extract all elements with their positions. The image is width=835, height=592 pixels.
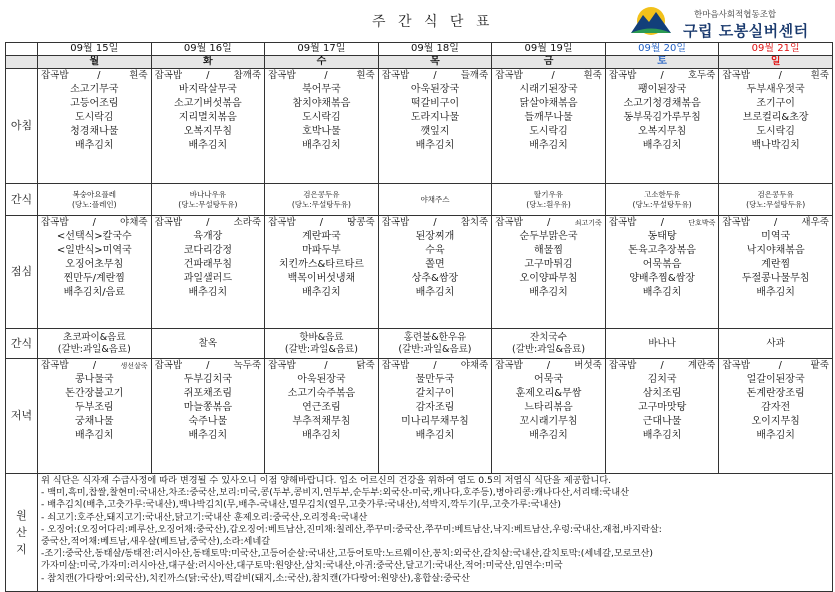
lunch-dish: 고구마튀김 [524, 259, 573, 270]
lunch-dish: 육개장 [193, 231, 223, 242]
dinner-slash: / [324, 360, 328, 371]
lunch-slash: / [92, 217, 96, 228]
breakfast-dish: 배추김치 [529, 140, 568, 151]
lunch-porridge: 참치죽 [460, 217, 489, 228]
snack_am-note: (당노:무설탕두유) [632, 199, 692, 209]
dinner-dish: 근대나물 [642, 416, 682, 427]
dinner-cell [151, 359, 265, 474]
breakfast-slash: / [324, 70, 328, 81]
breakfast-dish: 소고기무국 [70, 84, 119, 95]
breakfast-dish: 시래기된장국 [519, 84, 578, 95]
lunch-slash: / [774, 217, 778, 228]
breakfast-cell [38, 69, 152, 184]
dinner-cell [265, 359, 379, 474]
dinner-dish: 배추김치 [415, 430, 455, 441]
origin-note-line: 중국산,적어채:베트남,새우살(베트남,중국산),소라:세네갈 [41, 536, 271, 548]
breakfast-dish: 백나박김치 [751, 140, 800, 151]
breakfast-porridge: 흰죽 [129, 70, 148, 81]
dinner-dish: 얼갈이된장국 [746, 374, 805, 385]
lunch-rice: 잡곡밥 [495, 217, 523, 228]
dinner-porridge: 계란죽 [687, 360, 716, 371]
dinner-dish: 배추김치 [756, 430, 795, 441]
breakfast-porridge: 호두죽 [687, 70, 716, 81]
lunch-porridge: 새우죽 [801, 217, 829, 228]
dinner-cell [378, 359, 492, 474]
breakfast-dish: 도시락김 [302, 112, 341, 123]
dinner-dish: 고구마맛탕 [637, 402, 687, 413]
breakfast-dish: 청경채나물 [70, 126, 119, 137]
weekly-menu-table [5, 42, 833, 592]
dinner-dish: 어묵국 [534, 374, 564, 385]
lunch-dish: <선택식>칼국수 [56, 231, 132, 242]
dinner-cell [605, 359, 719, 474]
dinner-porridge: 녹두죽 [233, 360, 262, 371]
lunch-rice: 잡곡밥 [154, 217, 183, 228]
breakfast-rice: 잡곡밥 [41, 70, 69, 81]
date-mon: 09월 15일 [38, 43, 152, 56]
lunch-dish: 동태탕 [647, 231, 677, 242]
dinner-rice: 잡곡밥 [608, 360, 637, 371]
dinner-slash: / [206, 360, 210, 371]
dinner-headline [492, 359, 605, 373]
date-sat: 09월 20일 [605, 43, 719, 56]
breakfast-cell [378, 69, 492, 184]
lunch-dish: 건파래무침 [183, 259, 232, 270]
breakfast-dish: 소고기버섯볶음 [174, 98, 242, 109]
lunch-dish: 배추김치 [415, 287, 455, 298]
snack_pm-cell [719, 329, 833, 359]
dinner-dish: 김치국 [647, 374, 677, 385]
org-subtitle: 한마음사회적협동조합 [694, 10, 777, 20]
snack_pm-name: 잔치국수 [530, 331, 567, 343]
dinner-porridge: 닭죽 [356, 360, 375, 371]
lunch-slash: / [319, 217, 323, 228]
snack_pm-name: 홍련불&한우유 [403, 331, 467, 343]
dinner-dish: 소고기숙주볶음 [287, 388, 356, 399]
dinner-dish: 숙주나물 [188, 416, 228, 427]
lunch-headline [719, 216, 832, 230]
snack_pm-cell [151, 329, 265, 359]
dinner-headline [606, 359, 719, 373]
breakfast-dish: 배추김치 [642, 140, 682, 151]
lunch-dish: 배추김치 [642, 287, 682, 298]
mountain-logo-icon [627, 6, 675, 36]
lunch-dish: 코다리강정 [183, 245, 232, 256]
dinner-slash: / [546, 360, 551, 371]
dinner-porridge: 팥죽 [810, 360, 829, 371]
dinner-dish: 궁채나물 [74, 416, 114, 427]
lunch-cell [265, 216, 379, 329]
dinner-dish: 삼치조림 [642, 388, 682, 399]
dinner-dish: 쥐포채조림 [183, 388, 232, 399]
breakfast-dish: 조기구이 [756, 98, 795, 109]
snack_am-name: 복숭아요플레 [72, 189, 117, 199]
day-wed: 수 [265, 56, 379, 69]
snack_am-note: (당노:흰우유) [526, 199, 571, 209]
lunch-headline [152, 216, 265, 230]
snack_am-name: 검은콩두유 [757, 189, 794, 199]
date-wed: 09월 17일 [265, 43, 379, 56]
snack_pm-cell [492, 329, 606, 359]
dinner-dish: 아욱된장국 [297, 374, 346, 385]
breakfast-headline [152, 69, 265, 83]
dinner-dish: 부추적채무침 [292, 416, 351, 427]
breakfast-dish: 브로컬리&초장 [742, 112, 809, 123]
snack_am-name: 고소한두유 [643, 189, 681, 199]
snack_am-cell [38, 184, 152, 216]
breakfast-dish: 지리멸치볶음 [178, 112, 237, 123]
snack_am-cell [378, 184, 492, 216]
breakfast-dish: 도시락김 [756, 126, 795, 137]
org-name: 구립 도봉실버센터 [683, 22, 809, 40]
breakfast-dish: 호박나물 [302, 126, 341, 137]
day-sat: 토 [605, 56, 719, 69]
day-sun: 일 [719, 56, 833, 69]
dinner-slash: / [92, 360, 97, 371]
dinner-dish: 물만두국 [415, 374, 455, 385]
snack_am-name: 야채주스 [420, 194, 450, 204]
lunch-rice: 잡곡밥 [268, 217, 296, 228]
lunch-slash: / [206, 217, 210, 228]
lunch-porridge: 소라죽 [233, 217, 262, 228]
dinner-dish: 오이지무침 [751, 416, 800, 427]
breakfast-porridge: 참깨죽 [233, 70, 262, 81]
breakfast-dish: 배추김치 [188, 140, 228, 151]
breakfast-porridge: 흰죽 [583, 70, 602, 81]
dinner-rice: 잡곡밥 [722, 360, 750, 371]
lunch-porridge: 단호박죽 [688, 219, 716, 227]
breakfast-dish: 배추김치 [302, 140, 341, 151]
lunch-row [6, 216, 833, 329]
breakfast-headline [265, 69, 378, 83]
snack_am-note: (당노:플레인) [71, 199, 117, 209]
origin-note-line: 위 식단은 식자재 수급사정에 따라 변경될 수 있사오니 이점 양해바랍니다. 입소 어르신의 건강을 위하여 염도 0.5의 저염식 식단을 제공합니다. [41, 475, 612, 486]
lunch-rice: 잡곡밥 [41, 217, 69, 228]
breakfast-headline [492, 69, 605, 83]
dinner-porridge: 야채죽 [460, 360, 489, 371]
lunch-dish: 미역국 [761, 231, 791, 242]
lunch-dish: 배추김치 [756, 287, 795, 298]
dinner-dish: 감자전 [761, 402, 791, 413]
lunch-porridge: 야채죽 [120, 217, 148, 228]
lunch-dish: 오징어초무침 [65, 259, 124, 270]
lunch-cell [38, 216, 152, 329]
origin-note-line: - 참치캔(가다랑어:외국산),치킨까스(닭:국산),떡갈비(돼지,소:국산),참치캔(가다랑어:원양산),홍합살:중국산 [41, 572, 470, 584]
dinner-slash: / [660, 360, 664, 371]
breakfast-cell [492, 69, 606, 184]
breakfast-headline [719, 69, 832, 83]
breakfast-dish: 참치야채볶음 [292, 98, 351, 109]
dinner-cell [719, 359, 833, 474]
breakfast-porridge: 들깨죽 [460, 70, 489, 81]
lunch-dish: 배추김치 [302, 287, 341, 298]
dinner-rice: 잡곡밥 [495, 360, 523, 371]
snack_pm-name: 핫바&음료 [299, 331, 344, 343]
origin-label: 원 산 지 [6, 474, 38, 592]
dinner-dish: 훈제오리&무쌈 [515, 388, 582, 399]
snack_pm-name: 초코파이&음료 [63, 331, 126, 343]
lunch-cell [378, 216, 492, 329]
origin-note-line: - 오징어:(오징어다리:페루산,오징어채:중국산),갑오징어:베트남산,진미채:칠레산,쭈꾸미:중국산,쭈꾸미:베트남산,낙지:베트남산,우렁:국내산,재첩,바지락살: [41, 523, 662, 535]
lunch-dish: 배추김치 [188, 287, 228, 298]
breakfast-slash: / [433, 70, 437, 81]
dinner-dish: 느타리볶음 [524, 402, 573, 413]
breakfast-headline [379, 69, 492, 83]
breakfast-dish: 도라지나물 [410, 112, 460, 123]
lunch-rice: 잡곡밥 [381, 217, 410, 228]
lunch-cell [492, 216, 606, 329]
dinner-dish: 미나리무채무침 [401, 416, 469, 427]
snack_pm-note: (갈반:과일&음료) [284, 343, 358, 355]
lunch-rice: 잡곡밥 [722, 217, 750, 228]
breakfast-slash: / [97, 70, 101, 81]
snack_am-cell [719, 184, 833, 216]
breakfast-rice: 잡곡밥 [381, 70, 410, 81]
dinner-rice: 잡곡밥 [154, 360, 183, 371]
day-mon: 월 [38, 56, 152, 69]
lunch-headline [265, 216, 378, 230]
breakfast-cell [265, 69, 379, 184]
date-thu: 09월 18일 [378, 43, 492, 56]
dinner-dish: 연근조림 [302, 402, 341, 413]
breakfast-dish: 떡갈비구이 [410, 98, 460, 109]
breakfast-row [6, 69, 833, 184]
lunch-dish: 마파두부 [302, 245, 341, 256]
breakfast-dish: 소고기청경채볶음 [623, 98, 701, 109]
breakfast-dish: 오복지무침 [637, 126, 687, 137]
snack_am-name: 바나나우유 [189, 189, 226, 199]
lunch-dish: 계란파국 [302, 231, 341, 242]
dinner-headline [38, 359, 151, 373]
snack_am-note: (당노:무설탕두유) [178, 199, 238, 209]
date-fri: 09월 19일 [492, 43, 606, 56]
breakfast-slash: / [551, 70, 555, 81]
lunch-dish: 찐만두/계란찜 [63, 273, 125, 284]
breakfast-dish: 배추김치 [74, 140, 114, 151]
lunch-dish: 오이양파무침 [519, 273, 578, 284]
lunch-dish: 수육 [425, 245, 445, 256]
lunch-headline [492, 216, 605, 230]
dinner-dish: 배추김치 [188, 430, 228, 441]
breakfast-dish: 고등어조림 [70, 98, 119, 109]
origin-note-line: -조기:중국산,동태살/동태전:러시아산,동태토막:미국산,고등어순살:국내산,고등어토막:노르웨이산,꽁치:외국산,갈치살:국내산,갈치토막:(세네갈,모로코산) [41, 548, 653, 560]
page-title: 주 간 식 단 표 [372, 14, 494, 30]
dinner-headline [719, 359, 832, 373]
breakfast-headline [38, 69, 151, 83]
lunch-dish: <일반식>미역국 [56, 245, 132, 256]
dinner-rice: 잡곡밥 [41, 360, 69, 371]
origin-note-line: 가자미살:미국,가자미:러시아산,대구살:러시아산,대구토막:원양산,삼치:국내산,아귀:중국산,달고기:국내산,적어:미국산,임연수:미국 [41, 560, 563, 572]
days-row [6, 56, 833, 69]
lunch-dish: 치킨까스&타르타르 [278, 259, 364, 270]
lunch-dish: 배추김치/음료 [63, 287, 125, 298]
lunch-porridge: 땅콩죽 [347, 217, 375, 228]
origin-note-line: - 백미,흑미,찹쌀,찰현미:국내산,차조:중국산,보리:미국,콩(두부,콩비지,연두부,순두부:외국산-미국,캐나다,호주등),병아리콩:캐나다산,서리태:국내산 [41, 487, 630, 499]
snack_pm-cell [38, 329, 152, 359]
snack-pm-row [6, 329, 833, 359]
snack-am-label: 간식 [6, 184, 38, 216]
snack_am-cell [151, 184, 265, 216]
dinner-dish: 배추김치 [74, 430, 114, 441]
breakfast-dish: 깻잎지 [420, 126, 450, 137]
dinner-headline [265, 359, 378, 373]
dinner-dish: 마늘쫑볶음 [183, 402, 232, 413]
dinner-dish: 배추김치 [642, 430, 682, 441]
dinner-dish: 배추김치 [529, 430, 568, 441]
lunch-cell [719, 216, 833, 329]
dinner-dish: 감자조림 [415, 402, 455, 413]
snack-am-row [6, 184, 833, 216]
breakfast-rice: 잡곡밥 [495, 70, 523, 81]
breakfast-porridge: 흰죽 [356, 70, 375, 81]
dinner-dish: 갈치구이 [415, 388, 455, 399]
lunch-dish: 돈육고추장볶음 [628, 245, 696, 256]
snack_pm-cell [378, 329, 492, 359]
breakfast-dish: 아욱된장국 [410, 84, 460, 95]
lunch-label: 점심 [6, 216, 38, 329]
origin-note-line: - 배추김치(배추,고춧가루:국내산),백나박김치(무,배추-국내산,멸무김치(열무,고춧가루:국내산),석박지,깍두기(무,고춧가루:국내산) [41, 499, 561, 511]
breakfast-porridge: 흰죽 [810, 70, 829, 81]
breakfast-dish: 팽이된장국 [637, 84, 687, 95]
day-fri: 금 [492, 56, 606, 69]
dinner-slash: / [433, 360, 437, 371]
breakfast-cell [605, 69, 719, 184]
dinner-row [6, 359, 833, 474]
origin-row [6, 474, 833, 592]
lunch-dish: 된장찌개 [415, 231, 455, 242]
lunch-dish: 낙지야채볶음 [746, 245, 805, 256]
day-thu: 목 [378, 56, 492, 69]
origin-notes [38, 474, 833, 592]
dinner-rice: 잡곡밥 [268, 360, 296, 371]
dinner-dish: 꼬시래기무침 [519, 416, 578, 427]
breakfast-headline [606, 69, 719, 83]
breakfast-dish: 도시락김 [74, 112, 114, 123]
breakfast-cell [719, 69, 833, 184]
snack_am-cell [605, 184, 719, 216]
snack_am-name: 딸기우유 [534, 189, 564, 199]
dinner-headline [152, 359, 265, 373]
lunch-dish: 두절콩나물무침 [741, 273, 810, 284]
lunch-headline [379, 216, 492, 230]
lunch-slash: / [547, 217, 551, 228]
snack_pm-note: (갈반:과일&음료) [57, 343, 131, 355]
lunch-cell [151, 216, 265, 329]
lunch-slash: / [433, 217, 437, 228]
lunch-dish: 백목이버섯냉채 [287, 273, 356, 284]
breakfast-rice: 잡곡밥 [268, 70, 296, 81]
dinner-cell [38, 359, 152, 474]
dinner-dish: 돈간장불고기 [65, 388, 124, 399]
snack_am-note: (당노:무설탕두유) [746, 199, 806, 209]
lunch-dish: 해물찜 [534, 245, 564, 256]
dinner-rice: 잡곡밥 [381, 360, 410, 371]
dates-row [6, 43, 833, 56]
dinner-porridge: 생선살죽 [120, 362, 148, 370]
dinner-dish: 배추김치 [302, 430, 341, 441]
breakfast-slash: / [660, 70, 664, 81]
lunch-dish: 과일샐러드 [183, 273, 232, 284]
breakfast-dish: 닭살야채볶음 [519, 98, 578, 109]
dinner-label: 저녁 [6, 359, 38, 474]
breakfast-dish: 바지락살무국 [178, 84, 237, 95]
breakfast-dish: 들깨무나물 [524, 112, 573, 123]
breakfast-dish: 두부새우젓국 [746, 84, 805, 95]
breakfast-label: 아침 [6, 69, 38, 184]
date-sun: 09월 21일 [719, 43, 833, 56]
dinner-headline [379, 359, 492, 373]
breakfast-dish: 북어무국 [302, 84, 341, 95]
breakfast-dish: 오복지무침 [183, 126, 232, 137]
breakfast-rice: 잡곡밥 [608, 70, 637, 81]
snack_pm-note: (갈반:과일&음료) [511, 343, 586, 355]
breakfast-slash: / [206, 70, 210, 81]
dinner-cell [492, 359, 606, 474]
lunch-dish: 양배추찜&쌈장 [629, 273, 695, 284]
day-tue: 화 [151, 56, 265, 69]
lunch-headline [38, 216, 151, 230]
lunch-slash: / [660, 217, 664, 228]
snack_pm-name: 사과 [766, 337, 785, 349]
lunch-porridge: 쇠고기죽 [574, 219, 602, 227]
header [0, 0, 835, 42]
breakfast-rice: 잡곡밥 [722, 70, 750, 81]
date-tue: 09월 16일 [151, 43, 265, 56]
breakfast-dish: 배추김치 [415, 140, 455, 151]
breakfast-dish: 동부묵김가루무침 [623, 112, 701, 123]
dinner-porridge: 버섯죽 [574, 360, 602, 371]
snack_am-cell [265, 184, 379, 216]
snack_pm-name: 바나나 [648, 337, 676, 349]
snack_am-name: 검은콩두유 [303, 189, 340, 199]
lunch-headline [606, 216, 719, 230]
lunch-dish: 순두부맑은국 [519, 231, 578, 242]
origin-note-line: - 쇠고기:호주산,돼지고기:국내산,닭고기:국내산 훈제오리:중국산,오리정육:국내산 [41, 511, 368, 523]
lunch-dish: 쫄면 [425, 259, 445, 270]
dinner-dish: 두부김치국 [183, 374, 232, 385]
dinner-dish: 두부조림 [74, 402, 114, 413]
lunch-dish: 계란찜 [761, 259, 791, 270]
snack-pm-label: 간식 [6, 329, 38, 359]
breakfast-slash: / [778, 70, 782, 81]
snack_am-cell [492, 184, 606, 216]
snack_pm-note: (갈반:과일&음료) [398, 343, 472, 355]
dinner-dish: 돈계란장조림 [746, 388, 805, 399]
snack_am-note: (당노:무설탕두유) [291, 199, 351, 209]
lunch-dish: 어묵볶음 [642, 259, 682, 270]
snack_pm-name: 찰옥 [198, 337, 218, 349]
breakfast-cell [151, 69, 265, 184]
breakfast-rice: 잡곡밥 [154, 70, 183, 81]
snack_pm-cell [265, 329, 379, 359]
dinner-dish: 콩나물국 [74, 374, 114, 385]
dinner-slash: / [778, 360, 782, 371]
lunch-rice: 잡곡밥 [608, 217, 637, 228]
lunch-cell [605, 216, 719, 329]
lunch-dish: 상추&쌈장 [411, 273, 459, 284]
lunch-dish: 배추김치 [529, 287, 568, 298]
breakfast-dish: 도시락김 [529, 126, 568, 137]
snack_pm-cell [605, 329, 719, 359]
